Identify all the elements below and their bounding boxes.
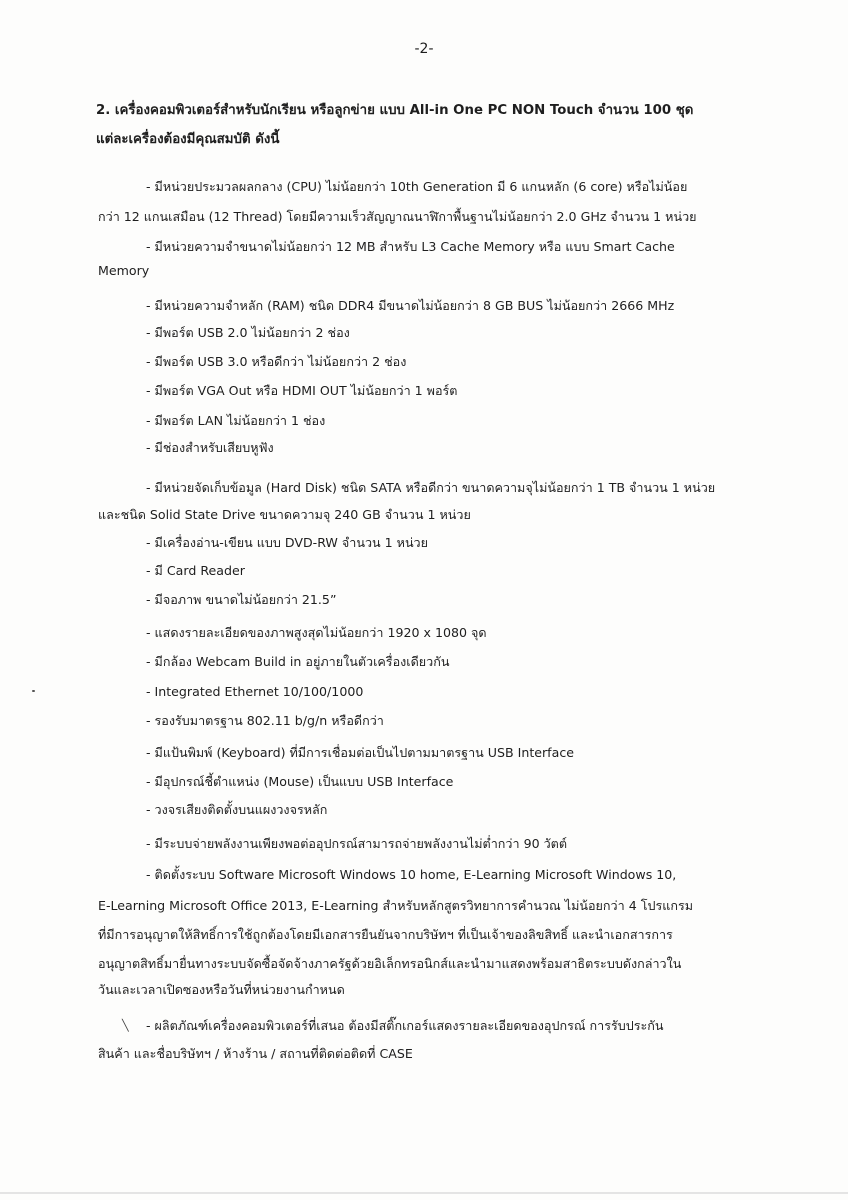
spec-line-usb2: - มีพอร์ต USB 2.0 ไม่น้อยกว่า 2 ช่อง bbox=[146, 325, 350, 340]
spec-line-software: - ติดตั้งระบบ Software Microsoft Windows 10 home, E-Learning Microsoft Windows 10, bbox=[146, 867, 677, 882]
spec-line-ram: - มีหน่วยความจำหลัก (RAM) ชนิด DDR4 มีขนาดไม่น้อยกว่า 8 GB BUS ไม่น้อยกว่า 2666 MHz bbox=[146, 298, 675, 313]
page-number: -2- bbox=[414, 41, 434, 57]
spec-line-cache-cont: Memory bbox=[98, 263, 150, 278]
pen-tick-mark: ╲ bbox=[122, 1019, 129, 1032]
spec-line-software-cont-1: E-Learning Microsoft Office 2013, E-Learning สำหรับหลักสูตรวิทยาการคำนวณ ไม่น้อยกว่า 4 โปรแกรม bbox=[98, 898, 694, 913]
spec-line-usb3: - มีพอร์ต USB 3.0 หรือดีกว่า ไม่น้อยกว่า 2 ช่อง bbox=[146, 354, 407, 369]
spec-line-card-reader: - มี Card Reader bbox=[146, 563, 245, 578]
spec-line-sticker: - ผลิตภัณฑ์เครื่องคอมพิวเตอร์ที่เสนอ ต้องมีสติ๊กเกอร์แสดงรายละเอียดของอุปกรณ์ การรับประกัน bbox=[146, 1018, 664, 1033]
spec-line-software-cont-3: อนุญาตสิทธิ์มายื่นทางระบบจัดซื้อจัดจ้างภาครัฐด้วยอิเล็กทรอนิกส์และนำมาแสดงพร้อมสาธิตระบบดังกล่าวใน bbox=[98, 956, 682, 971]
spec-line-wifi: - รองรับมาตรฐาน 802.11 b/g/n หรือดีกว่า bbox=[146, 713, 384, 728]
spec-line-resolution: - แสดงรายละเอียดของภาพสูงสุดไม่น้อยกว่า 1920 x 1080 จุด bbox=[146, 625, 487, 640]
heading-line-2: แต่ละเครื่องต้องมีคุณสมบัติ ดังนี้ bbox=[96, 132, 280, 147]
spec-line-software-cont-4: วันและเวลาเปิดซองหรือวันที่หน่วยงานกำหนด bbox=[98, 982, 345, 997]
scan-speck bbox=[32, 690, 35, 692]
spec-line-cache: - มีหน่วยความจำขนาดไม่น้อยกว่า 12 MB สำหรับ L3 Cache Memory หรือ แบบ Smart Cache bbox=[146, 239, 675, 254]
spec-line-keyboard: - มีแป้นพิมพ์ (Keyboard) ที่มีการเชื่อมต่อเป็นไปตามมาตรฐาน USB Interface bbox=[146, 745, 575, 760]
spec-line-lan: - มีพอร์ต LAN ไม่น้อยกว่า 1 ช่อง bbox=[146, 413, 326, 428]
spec-line-software-cont-2: ที่มีการอนุญาตให้สิทธิ์การใช้ถูกต้องโดยมีเอกสารยืนยันจากบริษัทฯ ที่เป็นเจ้าของลิขสิทธิ์ และนำเอกสารการ bbox=[98, 927, 673, 942]
spec-line-cpu-cont: กว่า 12 แกนเสมือน (12 Thread) โดยมีความเร็วสัญญาณนาฬิกาพื้นฐานไม่น้อยกว่า 2.0 GHz จำนวน 1 หน่วย bbox=[98, 209, 697, 224]
spec-line-dvd: - มีเครื่องอ่าน-เขียน แบบ DVD-RW จำนวน 1 หน่วย bbox=[146, 535, 429, 550]
section-heading bbox=[96, 96, 786, 154]
scan-bottom-edge bbox=[0, 1192, 848, 1194]
spec-line-power: - มีระบบจ่ายพลังงานเพียงพอต่ออุปกรณ์สามารถจ่ายพลังงานไม่ต่ำกว่า 90 วัตต์ bbox=[146, 836, 568, 851]
spec-line-cpu: - มีหน่วยประมวลผลกลาง (CPU) ไม่น้อยกว่า 10th Generation มี 6 แกนหลัก (6 core) หรือไม่น้อย bbox=[146, 179, 688, 194]
heading-line-1: 2. เครื่องคอมพิวเตอร์สำหรับนักเรียน หรือลูกข่าย แบบ All-in One PC NON Touch จำนวน 100 ชุด bbox=[96, 103, 694, 118]
spec-line-webcam: - มีกล้อง Webcam Build in อยู่ภายในตัวเครื่องเดียวกัน bbox=[146, 654, 450, 669]
spec-line-display: - มีจอภาพ ขนาดไม่น้อยกว่า 21.5” bbox=[146, 592, 337, 607]
spec-line-headphone: - มีช่องสำหรับเสียบหูฟัง bbox=[146, 440, 274, 455]
spec-line-video-out: - มีพอร์ต VGA Out หรือ HDMI OUT ไม่น้อยกว่า 1 พอร์ต bbox=[146, 383, 458, 398]
spec-line-ethernet: - Integrated Ethernet 10/100/1000 bbox=[146, 684, 364, 699]
spec-line-audio: - วงจรเสียงติดตั้งบนแผงวงจรหลัก bbox=[146, 802, 328, 817]
spec-line-sticker-cont: สินค้า และชื่อบริษัทฯ / ห้างร้าน / สถานที่ติดต่อติดที่ CASE bbox=[98, 1046, 413, 1061]
spec-line-ssd: และชนิด Solid State Drive ขนาดความจุ 240 GB จำนวน 1 หน่วย bbox=[98, 507, 471, 522]
spec-line-mouse: - มีอุปกรณ์ชี้ตำแหน่ง (Mouse) เป็นแบบ USB Interface bbox=[146, 774, 454, 789]
spec-line-hdd: - มีหน่วยจัดเก็บข้อมูล (Hard Disk) ชนิด SATA หรือดีกว่า ขนาดความจุไม่น้อยกว่า 1 TB จำนวน 1 หน่วย bbox=[146, 480, 716, 495]
